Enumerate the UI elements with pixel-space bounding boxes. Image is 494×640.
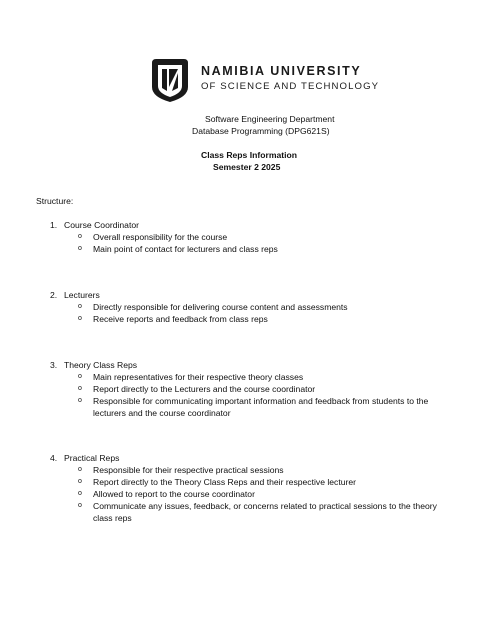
structure-label: Structure: bbox=[36, 196, 74, 206]
section-title: Course Coordinator bbox=[64, 220, 139, 230]
section-title: Lecturers bbox=[64, 290, 100, 300]
section-title: Theory Class Reps bbox=[64, 360, 138, 370]
course-name: Database Programming (DPG621S) bbox=[192, 126, 330, 136]
university-name-line1: NAMIBIA UNIVERSITY bbox=[201, 64, 362, 78]
section-number: 2. bbox=[50, 290, 58, 300]
list-item: Report directly to the Theory Class Reps and their respective lecturer bbox=[93, 477, 357, 487]
bullet-icon: o bbox=[78, 502, 82, 509]
list-item: Communicate any issues, feedback, or concerns related to practical sessions to the theory class reps bbox=[93, 501, 437, 523]
list-item: Allowed to report to the course coordinator bbox=[93, 489, 255, 499]
section-number: 3. bbox=[50, 360, 58, 370]
document-title: Class Reps Information bbox=[201, 150, 297, 160]
bullet-icon: o bbox=[78, 385, 82, 392]
list-item: Overall responsibility for the course bbox=[93, 232, 228, 242]
section-number: 1. bbox=[50, 220, 58, 230]
semester-label: Semester 2 2025 bbox=[213, 162, 281, 172]
bullet-icon: o bbox=[78, 490, 82, 497]
university-name-line2: OF SCIENCE AND TECHNOLOGY bbox=[201, 81, 380, 92]
bullet-icon: o bbox=[78, 303, 82, 310]
section-title: Practical Reps bbox=[64, 453, 120, 463]
section-number: 4. bbox=[50, 453, 58, 463]
bullet-icon: o bbox=[78, 478, 82, 485]
list-item: Directly responsible for delivering course content and assessments bbox=[93, 302, 348, 312]
list-item: Responsible for their respective practical sessions bbox=[93, 465, 284, 475]
list-item: Receive reports and feedback from class reps bbox=[93, 314, 268, 324]
list-item: Main point of contact for lecturers and class reps bbox=[93, 244, 278, 254]
bullet-icon: o bbox=[78, 233, 82, 240]
list-item: Main representatives for their respective theory classes bbox=[93, 372, 304, 382]
list-item: Report directly to the Lecturers and the course coordinator bbox=[93, 384, 316, 394]
bullet-icon: o bbox=[78, 397, 82, 404]
bullet-icon: o bbox=[78, 466, 82, 473]
university-logo bbox=[150, 57, 380, 103]
bullet-icon: o bbox=[78, 315, 82, 322]
department-name: Software Engineering Department bbox=[205, 114, 335, 124]
university-shield-icon bbox=[150, 57, 190, 103]
bullet-icon: o bbox=[78, 373, 82, 380]
list-item: Responsible for communicating important information and feedback from students to the lecturers and the course coordinator bbox=[93, 396, 429, 418]
bullet-icon: o bbox=[78, 245, 82, 252]
